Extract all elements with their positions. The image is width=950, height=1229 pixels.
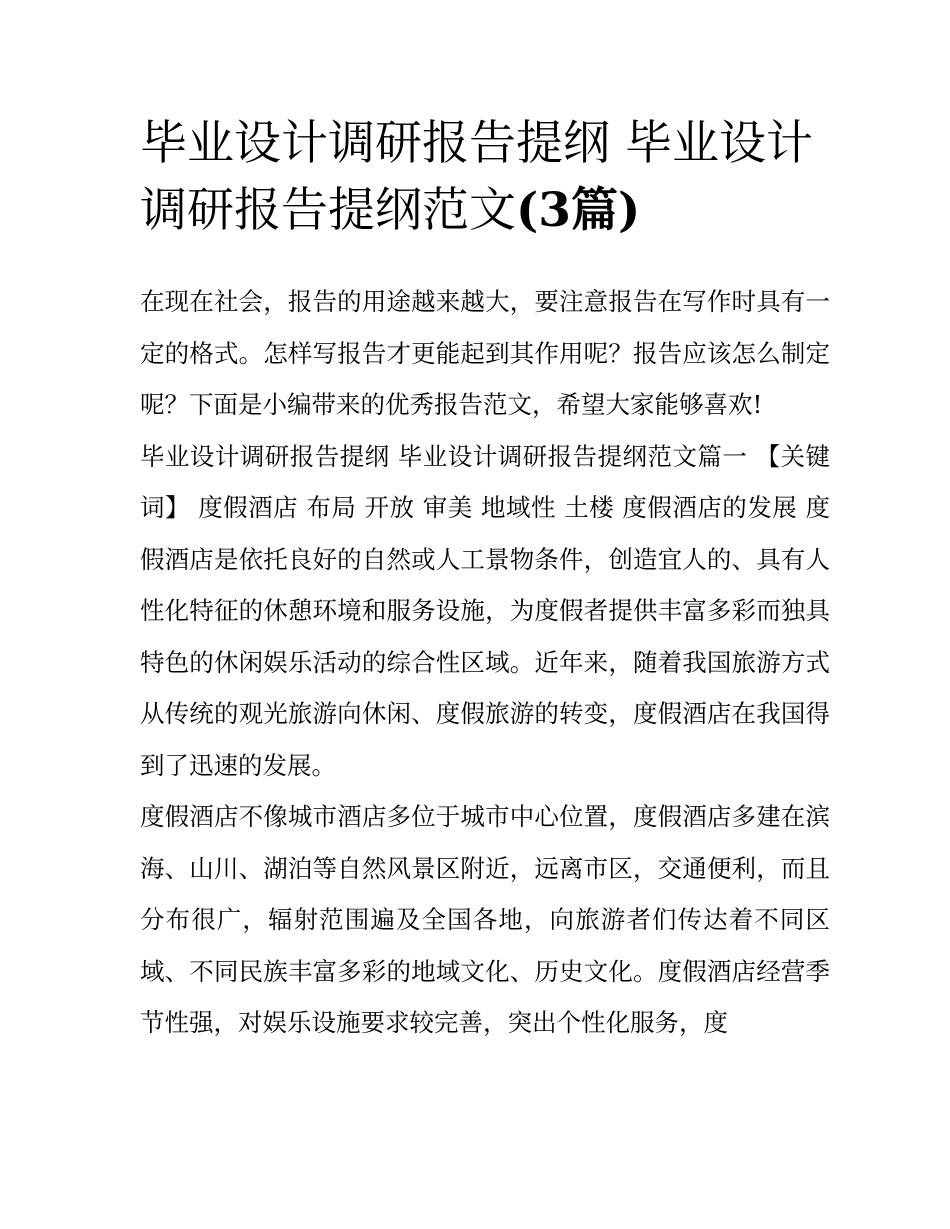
title-main-text: 毕业设计调研报告提纲 毕业设计调研报告提纲范文 [140, 116, 813, 238]
resort-location-paragraph: 度假酒店不像城市酒店多位于城市中心位置，度假酒店多建在滨海、山川、湖泊等自然风景区附近，远离市区，交通便利，而且分布很广，辐射范围遍及全国各地，向旅游者们传达着不同区域、不同民族丰富多彩的地域文化、历史文化。度假酒店经营季节性强，对娱乐设施要求较完善，突出个性化服务，度 [140, 802, 830, 1037]
document-body [140, 276, 830, 1049]
intro-paragraph: 在现在社会，报告的用途越来越大，要注意报告在写作时具有一定的格式。怎样写报告才更能起到其作用呢？报告应该怎么制定呢？下面是小编带来的优秀报告范文，希望大家能够喜欢! [140, 287, 830, 419]
title-count-text: (3篇) [516, 183, 641, 238]
article-one-paragraph: 毕业设计调研报告提纲 毕业设计调研报告提纲范文篇一 【关键词】 度假酒店 布局 开放 审美 地域性 土楼 度假酒店的发展 度假酒店是依托良好的自然或人工景物条件，创造宜人的、具有人性化特征的休憩环境和服务设施，为度假者提供丰富多彩而独具特色的休闲娱乐活动的综合性区域。近年来，随着我国旅游方式从传统的观光旅游向休闲、度假旅游的转变，度假酒店在我国得到了迅速的发展。 [140, 441, 830, 780]
document-title [140, 110, 830, 244]
